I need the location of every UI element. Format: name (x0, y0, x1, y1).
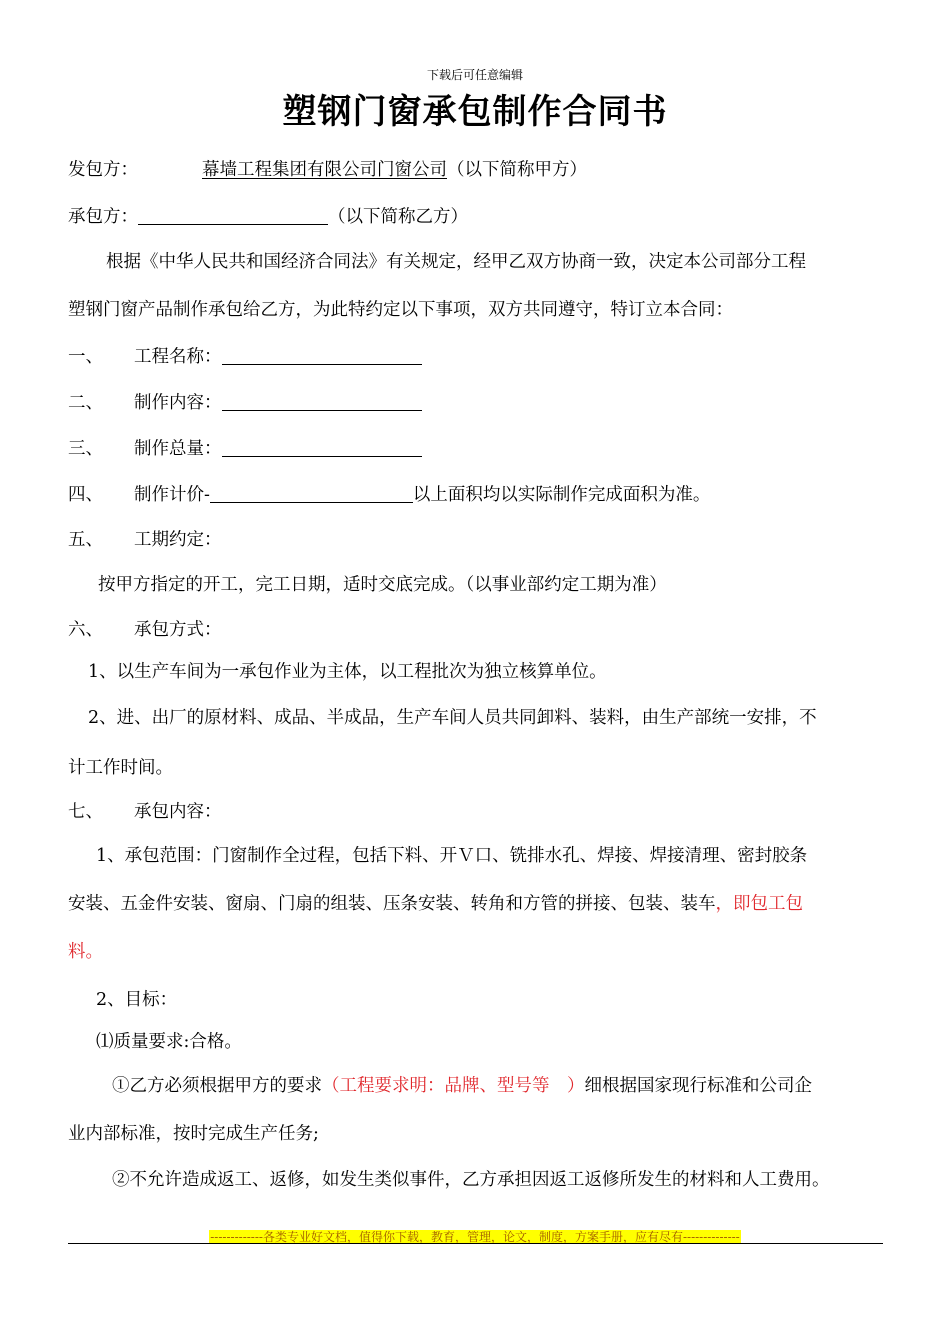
item-7-num: 七、 (68, 802, 103, 822)
item-2-label: 制作内容： (134, 393, 222, 413)
item-6-label: 承包方式： (134, 620, 222, 640)
item-7-label: 承包内容： (134, 802, 222, 822)
item-1-num: 一、 (68, 347, 103, 367)
item-3-label: 制作总量： (134, 439, 222, 459)
item-5-num: 五、 (68, 530, 103, 550)
item-7-para-1-line-2 (68, 892, 803, 916)
item-7-para-1-line-1: 1、承包范围：门窗制作全过程，包括下料、开Ｖ口、铣排水孔、焊接、焊接清理、密封胶条 (96, 846, 808, 866)
quality-item-1-a: ①乙方必须根据甲方的要求 (112, 1076, 322, 1096)
header-note: 下载后可任意编辑 (426, 68, 523, 82)
party-a-name: 幕墙工程集团有限公司门窗公司 (202, 160, 447, 180)
item-2 (68, 390, 422, 415)
party-b-label: 承包方： (68, 207, 138, 227)
item-4-num: 四、 (68, 485, 103, 505)
party-b-blank (138, 204, 328, 225)
item-4-blank (210, 482, 413, 503)
party-b-line (68, 204, 468, 229)
item-3-blank (222, 436, 422, 457)
intro-line-2: 塑钢门窗产品制作承包给乙方，为此特约定以下事项，双方共同遵守，特订立本合同： (68, 300, 733, 320)
item-7-para-1-line-3: 料。 (68, 942, 103, 962)
document-title: 塑钢门窗承包制作合同书 (282, 92, 668, 132)
item-4-label: 制作计价- (134, 485, 210, 505)
item-1 (68, 344, 422, 369)
item-1-label: 工程名称： (134, 347, 222, 367)
item-5-label: 工期约定： (134, 530, 222, 550)
party-a-line (68, 158, 587, 182)
quality-item-1-line-2: 业内部标准，按时完成生产任务; (68, 1124, 319, 1144)
quality-item-2: ②不允许造成返工、返修，如发生类似事件，乙方承担因返工返修所发生的材料和人工费用。 (112, 1170, 830, 1190)
item-7-para-2: 2、目标： (96, 990, 178, 1010)
item-6-para-2-line-1: 2、进、出厂的原材料、成品、半成品，生产车间人员共同卸料、装料，由生产部统一安排，不 (88, 708, 817, 728)
item-2-blank (222, 390, 422, 411)
item-7 (68, 800, 222, 824)
item-5-text: 按甲方指定的开工，完工日期，适时交底完成。（以事业部约定工期为准） (98, 575, 667, 595)
item-6 (68, 618, 222, 642)
intro-line-1: 根据《中华人民共和国经济合同法》有关规定，经甲乙双方协商一致，决定本公司部分工程 (106, 252, 806, 272)
item-6-num: 六、 (68, 620, 103, 640)
item-1-blank (222, 344, 422, 365)
footer-divider (68, 1243, 883, 1244)
quality-item-1-b: 细根据国家现行标准和公司企 (584, 1076, 812, 1096)
item-2-num: 二、 (68, 393, 103, 413)
quality-requirement: ⑴质量要求:合格。 (96, 1032, 242, 1052)
item-6-para-1: 1、以生产车间为一承包作业为主体，以工程批次为独立核算单位。 (88, 662, 607, 682)
item-3 (68, 436, 422, 461)
item-4 (68, 482, 710, 507)
quality-item-1-line-1 (112, 1074, 812, 1098)
party-a-suffix: （以下简称甲方） (447, 160, 587, 180)
item-4-suffix: 以上面积均以实际制作完成面积为准。 (412, 485, 711, 505)
quality-item-1-red: （工程要求明：品牌、型号等 ） (322, 1076, 585, 1096)
item-6-para-2-line-2: 计工作时间。 (68, 758, 173, 778)
item-7-para-1-text: 安装、五金件安装、窗扇、门扇的组装、压条安装、转角和方管的拼接、包装、装车 (68, 894, 716, 914)
item-3-num: 三、 (68, 439, 103, 459)
footer-note-text: -------------各类专业好文档，值得你下载，教育，管理，论文，制度，方案手册，应有尽有-------------- (210, 1230, 740, 1244)
item-5 (68, 528, 222, 552)
item-7-para-1-red: ，即包工包 (715, 894, 803, 914)
party-b-suffix: （以下简称乙方） (328, 207, 468, 227)
party-a-label: 发包方： (68, 160, 138, 180)
